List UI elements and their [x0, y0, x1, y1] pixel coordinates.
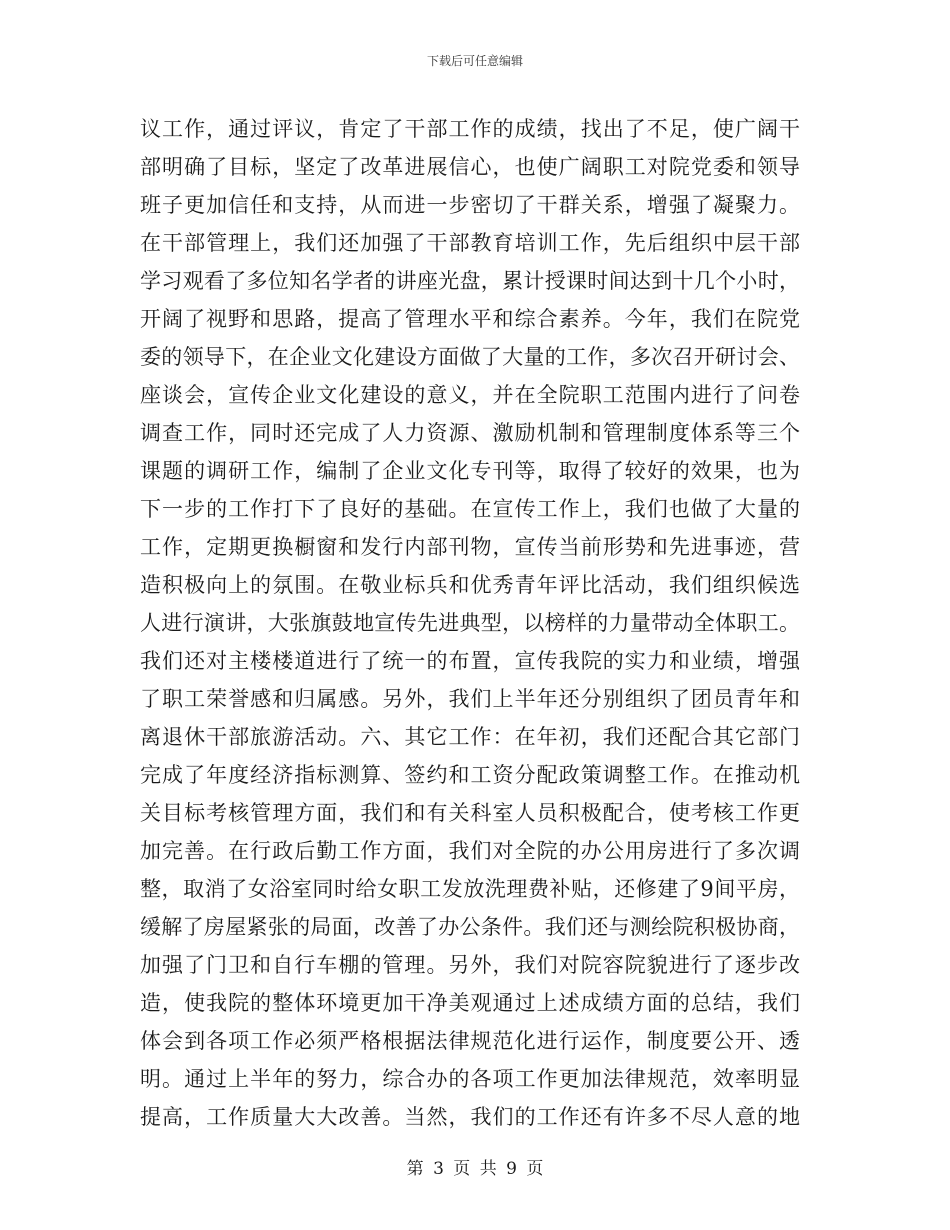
text-line: 离退休干部旅游活动。六、其它工作：在年初，我们还配合其它部门 [140, 725, 800, 749]
text-line: 工作，定期更换橱窗和发行内部刊物，宣传当前形势和先进事迹，营 [140, 535, 800, 559]
text-line: 开阔了视野和思路，提高了管理水平和综合素养。今年，我们在院党 [140, 307, 800, 331]
text-line: 造，使我院的整体环境更加干净美观通过上述成绩方面的总结，我们 [140, 991, 800, 1015]
text-line: 部明确了目标，坚定了改革进展信心，也使广阔职工对院党委和领导 [140, 155, 800, 179]
text-line: 明。通过上半年的努力，综合办的各项工作更加法律规范，效率明显 [140, 1067, 800, 1091]
text-line: 完成了年度经济指标测算、签约和工资分配政策调整工作。在推动机 [140, 763, 800, 787]
text-line: 造积极向上的氛围。在敬业标兵和优秀青年评比活动，我们组织候选 [140, 573, 800, 597]
text-line: 整，取消了女浴室同时给女职工发放洗理费补贴，还修建了9间平房， [140, 877, 800, 901]
text-line: 了职工荣誉感和归属感。另外，我们上半年还分别组织了团员青年和 [140, 687, 800, 711]
page-number-footer: 第 3 页 共 9 页 [406, 1159, 544, 1179]
text-line: 提高，工作质量大大改善。当然，我们的工作还有许多不尽人意的地 [140, 1105, 800, 1129]
text-line: 在干部管理上，我们还加强了干部教育培训工作，先后组织中层干部 [140, 231, 800, 255]
body-text [140, 110, 800, 1136]
text-line: 我们还对主楼楼道进行了统一的布置，宣传我院的实力和业绩，增强 [140, 649, 800, 673]
text-line: 课题的调研工作，编制了企业文化专刊等，取得了较好的效果，也为 [140, 459, 800, 483]
text-line: 加完善。在行政后勤工作方面，我们对全院的办公用房进行了多次调 [140, 839, 800, 863]
text-line: 关目标考核管理方面，我们和有关科室人员积极配合，使考核工作更 [140, 801, 800, 825]
text-line: 委的领导下，在企业文化建设方面做了大量的工作，多次召开研讨会、 [140, 345, 800, 369]
text-line: 体会到各项工作必须严格根据法律规范化进行运作，制度要公开、透 [140, 1029, 800, 1053]
text-line: 加强了门卫和自行车棚的管理。另外，我们对院容院貌进行了逐步改 [140, 953, 800, 977]
text-line: 调查工作，同时还完成了人力资源、激励机制和管理制度体系等三个 [140, 421, 800, 445]
text-line: 学习观看了多位知名学者的讲座光盘，累计授课时间达到十几个小时， [140, 269, 800, 293]
text-line: 座谈会，宣传企业文化建设的意义，并在全院职工范围内进行了问卷 [140, 383, 800, 407]
text-line: 议工作，通过评议，肯定了干部工作的成绩，找出了不足，使广阔干 [140, 117, 800, 141]
page-header: 下载后可任意编辑 [426, 54, 523, 68]
text-line: 下一步的工作打下了良好的基础。在宣传工作上，我们也做了大量的 [140, 497, 800, 521]
text-line: 班子更加信任和支持，从而进一步密切了干群关系，增强了凝聚力。 [140, 193, 800, 217]
text-line: 缓解了房屋紧张的局面，改善了办公条件。我们还与测绘院积极协商， [140, 915, 800, 939]
text-line: 人进行演讲，大张旗鼓地宣传先进典型，以榜样的力量带动全体职工。 [140, 611, 800, 635]
